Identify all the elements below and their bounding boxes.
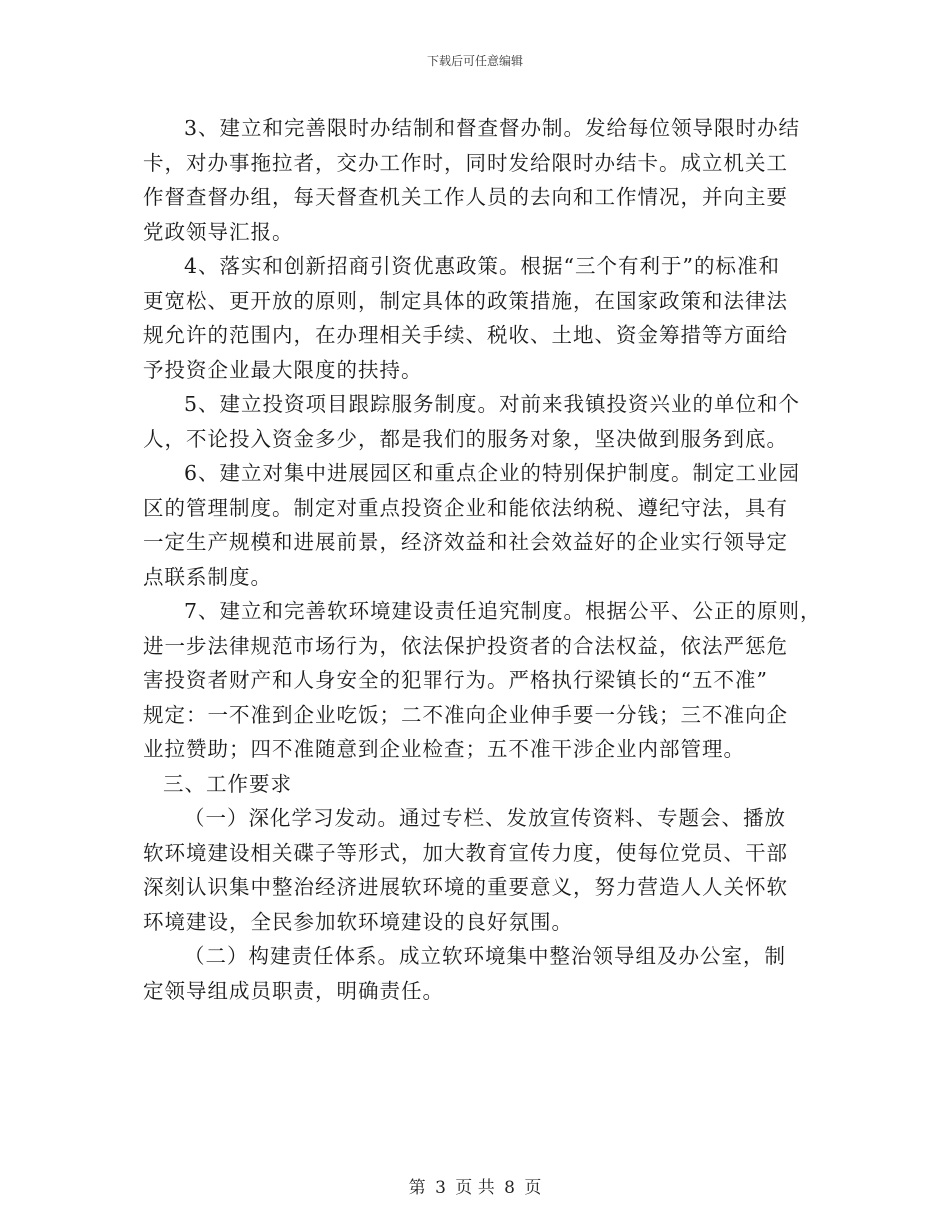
text-line: 7、建立和完善软环境建设责任追究制度。根据公平、公正的原则， — [184, 599, 822, 623]
text-line: 环境建设，全民参加软环境建设的良好氛围。 — [143, 909, 573, 934]
page-header: 下载后可任意编辑 — [426, 54, 523, 68]
text-line: 党政领导汇报。 — [143, 219, 294, 244]
footer-prefix: 第 — [408, 1178, 426, 1198]
text-line: 定领导组成员职责，明确责任。 — [143, 978, 444, 1003]
text-line: 3、建立和完善限时办结制和督查督办制。发给每位领导限时办结 — [184, 116, 801, 140]
text-line: 点联系制度。 — [143, 564, 272, 589]
text-line: 一定生产规模和进展前景，经济效益和社会效益好的企业实行领导定 — [143, 530, 788, 554]
text-line: 4、落实和创新招商引资优惠政策。根据“三个有利于”的标准和 — [184, 254, 781, 278]
text-line: 深刻认识集中整治经济进展软环境的重要意义，努力营造人人关怀软 — [143, 875, 788, 899]
text-line: 规允许的范围内，在办理相关手续、税收、土地、资金筹措等方面给 — [143, 323, 788, 347]
text-line: 区的管理制度。制定对重点投资企业和能依法纳税、遵纪守法，具有 — [143, 495, 788, 520]
document-body — [143, 111, 822, 1008]
text-line: 软环境建设相关碟子等形式，加大教育宣传力度，使每位党员、干部 — [143, 840, 788, 865]
text-line: 更宽松、更开放的原则，制定具体的政策措施，在国家政策和法律法 — [143, 288, 788, 313]
text-line: 6、建立对集中进展园区和重点企业的特别保护制度。制定工业园 — [184, 461, 801, 485]
footer-middle: 页 共 — [455, 1178, 495, 1198]
text-line: 害投资者财产和人身安全的犯罪行为。严格执行梁镇长的“五不准” — [143, 668, 768, 692]
text-line: 卡，对办事拖拉者，交办工作时，同时发给限时办结卡。成立机关工 — [143, 150, 788, 175]
footer-page-number: 3 — [435, 1178, 446, 1198]
footer-total-pages: 8 — [504, 1178, 515, 1198]
text-line: 进一步法律规范市场行为，依法保护投资者的合法权益，依法严惩危 — [143, 633, 788, 658]
text-line: 规定：一不准到企业吃饭；二不准向企业伸手要一分钱；三不准向企 — [143, 702, 788, 727]
section-heading: 三、工作要求 — [163, 771, 292, 796]
text-line: 5、建立投资项目跟踪服务制度。对前来我镇投资兴业的单位和个 — [184, 392, 801, 416]
footer-suffix: 页 — [524, 1178, 542, 1198]
text-line: 作督查督办组，每天督查机关工作人员的去向和工作情况，并向主要 — [143, 185, 788, 209]
text-line: 业拉赞助；四不准随意到企业检查；五不准干涉企业内部管理。 — [143, 737, 745, 761]
text-line: （二）构建责任体系。成立软环境集中整治领导组及办公室，制 — [184, 944, 786, 968]
text-line: （一）深化学习发动。通过专栏、发放宣传资料、专题会、播放 — [184, 806, 786, 830]
text-line: 予投资企业最大限度的扶持。 — [143, 357, 423, 382]
page-footer — [0, 1173, 950, 1198]
text-line: 人，不论投入资金多少，都是我们的服务对象，坚决做到服务到底。 — [143, 426, 788, 451]
